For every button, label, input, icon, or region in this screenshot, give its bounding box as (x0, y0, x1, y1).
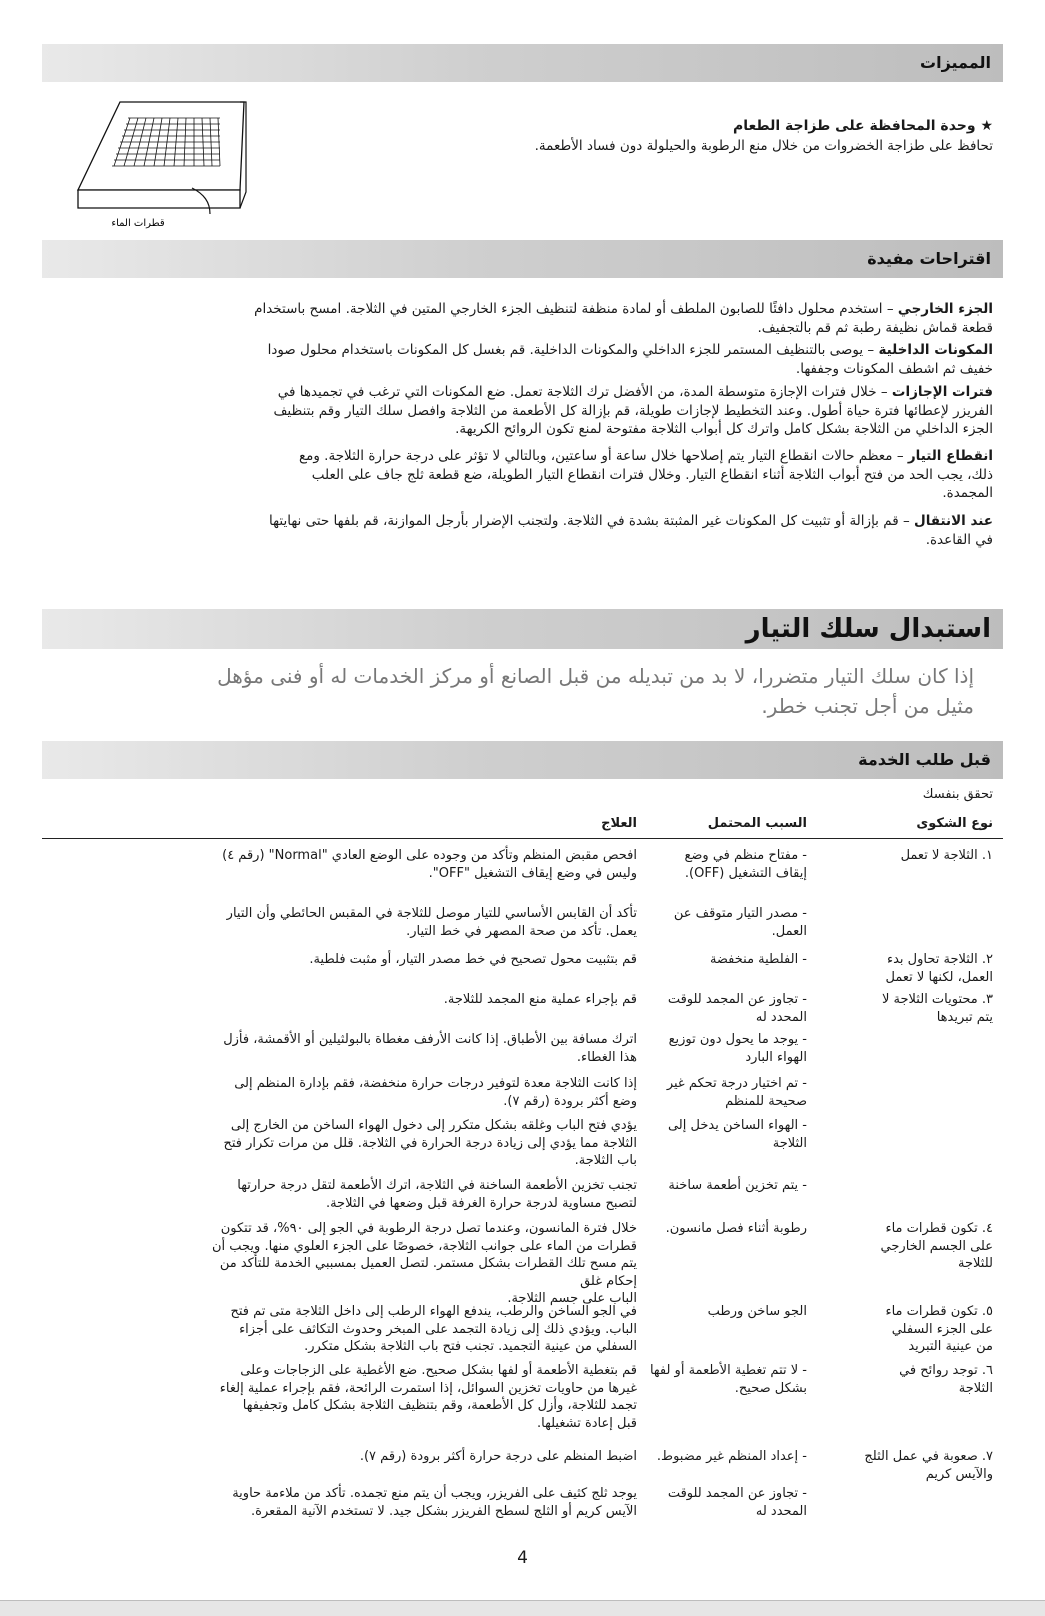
tip-item (170, 383, 993, 439)
cell-line: قم بتثبيت محول تصحيح في خط مصدر التيار، أو مثبت فلطية. (309, 952, 637, 967)
cell-line: الآيس كريم أو الثلج لسطح الفريزر بشكل جيد. لا تستخدم الآنية المقعرة. (251, 1503, 637, 1519)
image-caption: قطرات الماء (111, 218, 165, 229)
cell-line: خلال فترة المانسون، وعندما تصل درجة الرطوبة في الجو إلى ٩٠%، قد تتكون (220, 1221, 637, 1236)
fresh-text: تحافظ على طزاجة الخضروات من خلال منع الرطوبة والحيلولة دون فساد الأطعمة. (534, 138, 993, 154)
cell-line: هذا الغطاء. (576, 1049, 637, 1065)
cell-line: ٦. توجد روائح في (899, 1363, 993, 1378)
freshness-unit-illustration (72, 98, 252, 238)
cell-line: الباب على جسم الثلاجة. (507, 1291, 637, 1306)
tip-line: الجزء الداخلي من الثلاجة بشكل كامل واترك كل أبواب الثلاجة مفتوحة لمنع تكون الروائح الكريهة. (455, 421, 993, 437)
cell-line: - إعداد المنظم غير مضبوط. (656, 1449, 807, 1464)
tip-line: المجمدة. (942, 485, 993, 501)
cell-line: الجو ساخن ورطب (707, 1304, 807, 1319)
col-remedy-header: العلاج (601, 816, 637, 831)
cell-line: يعمل. تأكد من صحة المصهر في خط التيار. (406, 923, 637, 939)
cell-line: العمل، لكنها لا تعمل (885, 969, 993, 985)
cause-cell (647, 1485, 807, 1520)
cell-line: تجمد للثلاجة، وأزل كل الأطعمة، وقم بتنظيف الثلاجة بشكل كامل وتجفيفها (242, 1398, 637, 1413)
tip-label: انقطاع التيار (907, 448, 993, 464)
problem-cell (823, 1303, 993, 1356)
tip-line: انقطاع التيار – معظم حالات انقطاع التيار يتم إصلاحها خلال ساعة أو ساعتين، وبالتالي لا تؤثر على درجة حرارة الثلاجة. ومع (298, 448, 993, 464)
cell-line: يتم مسح تلك القطرات بشكل مستمر. لتصل العميل بمسببي الخدمة للتأكد من إحكام غلق (219, 1256, 637, 1289)
cause-cell (647, 1303, 807, 1321)
tip-line: في القاعدة. (925, 531, 993, 548)
cell-line: قبل إعادة تشغيلها. (537, 1415, 637, 1431)
cell-line: المحدد له (755, 1009, 807, 1025)
cord-warning: إذا كان سلك التيار متضررا، لا بد من تبديله من قبل الصانع أو مركز الخدمات له أو فنى مؤهل مثيل من أجل تجنب خطر. (217, 664, 974, 718)
features-header-bar (42, 44, 1003, 82)
cause-cell (647, 1177, 807, 1195)
cell-line: غيرها من حاويات تخزين السوائل، إذا استمرت الرائحة، فقم بإجراء عملية إلغاء (219, 1380, 637, 1396)
cell-line: وليس في وضع إيقاف التشغيل "OFF". (428, 865, 637, 881)
tip-label: فترات الإجازات (891, 384, 993, 400)
remedy-cell (207, 1448, 637, 1466)
remedy-cell (207, 1485, 637, 1520)
tips-header-bar (42, 240, 1003, 278)
cell-line: إيقاف التشغيل (OFF). (684, 865, 807, 881)
remedy-cell (207, 991, 637, 1009)
tip-line: الجزء الخارجي – استخدم محلول دافئًا للصابون الملطف أو لمادة منظفة لتنظيف الجزء الخارجي المتين في الثلاجة. امسح باستخدام (254, 301, 993, 317)
cell-line: الثلاجة (958, 1380, 993, 1396)
remedy-cell (207, 1220, 637, 1308)
cell-line: ١. الثلاجة لا تعمل (900, 848, 993, 863)
cell-line: على الجزء السفلي (891, 1321, 993, 1337)
cell-line: - مفتاح منظم في وضع (684, 848, 807, 863)
problem-cell (823, 847, 993, 865)
cell-line: رطوبة أثناء فصل مانسون. (665, 1221, 807, 1236)
cell-line: ٧. صعوبة في عمل الثلج (864, 1449, 993, 1464)
cell-line: - مصدر التيار متوقف عن (673, 906, 807, 921)
tip-line: خفيف ثم اشطف المكونات وجففها. (795, 360, 993, 377)
tip-line: الفريزر لإعطائها فترة حياة أطول. وعند التخطيط لإجازات طويلة، قم بإزالة كل الأطعمة من الثلاجة وافصل سلك التيار وقم بتنظيف (273, 402, 993, 419)
cell-line: - تم اختيار درجة تحكم غير (666, 1076, 807, 1091)
cell-line: - الهواء الساخن يدخل إلى (667, 1118, 807, 1133)
cell-line: في الجو الساخن والرطب، يندفع الهواء الرطب إلى داخل الثلاجة متى تم فتح (230, 1304, 637, 1319)
cell-line: المحدد له (755, 1503, 807, 1519)
remedy-cell (207, 1362, 637, 1432)
tip-line: فترات الإجازات – خلال فترات الإجازة متوسطة المدة، من الأفضل ترك الثلاجة تعمل. ضع المكونات التي ترغب في تجميدها في (277, 384, 993, 400)
page-number: 4 (517, 1548, 528, 1568)
cell-line: يتم تبريدها (936, 1009, 993, 1025)
col-problem-header: نوع الشكوى (916, 816, 993, 831)
cause-cell (647, 1031, 807, 1066)
cell-line: ٥. تكون قطرات ماء (885, 1304, 993, 1319)
cell-line: باب الثلاجة. (574, 1153, 637, 1168)
problem-cell (823, 1362, 993, 1397)
cell-line: - لا تتم تغطية الأطعمة أو لفها (649, 1363, 807, 1378)
cell-line: ٤. تكون قطرات ماء (885, 1221, 993, 1236)
cell-line: قم بإجراء عملية منع المجمد للثلاجة. (443, 992, 637, 1007)
remedy-cell (207, 1031, 637, 1066)
cell-line: وضع أكثر برودة (رقم ٧). (503, 1093, 637, 1109)
table-header-divider (42, 838, 1003, 839)
remedy-cell (207, 1177, 637, 1212)
service-subtitle: تحقق بنفسك (922, 787, 993, 802)
cause-cell (647, 905, 807, 940)
tip-label: المكونات الداخلية (878, 342, 993, 358)
tip-line: عند الانتقال – قم بإزالة أو تثبيت كل المكونات غير المثبتة بشدة في الثلاجة. ولتجنب الإضرار بأرجل الموازنة، قم بلفها حتى نهايتها (269, 513, 993, 529)
cause-cell (647, 1362, 807, 1397)
cell-line: - تجاوز عن المجمد للوقت (667, 992, 807, 1007)
cell-line: الثلاجة مما يؤدي إلى زيادة درجة الحرارة في الثلاجة. قلل من مرات تكرار فتح (223, 1135, 637, 1151)
cell-line: قطرات من الماء على جوانب الثلاجة، خصوصًا على الجزء العلوي منها. ويجب أن (211, 1238, 637, 1254)
cause-cell (647, 951, 807, 969)
cell-line: قم بتغطية الأطعمة أو لفها بشكل صحيح. ضع الأغطية على الزجاجات وعلى (240, 1363, 637, 1378)
cell-line: - يوجد ما يحول دون توزيع (668, 1032, 807, 1047)
cell-line: ٣. محتويات الثلاجة لا (882, 992, 993, 1007)
cell-line: الباب. ويؤدي ذلك إلى زيادة التجمد على المبخر وحدوث التكاثف على أجزاء (239, 1321, 637, 1337)
cell-line: تأكد أن القابس الأساسي للتيار موصل للثلاجة في المقبس الحائطي وأن التيار (226, 906, 637, 921)
footer-band (0, 1600, 1045, 1616)
cell-line: - تجاوز عن المجمد للوقت (667, 1486, 807, 1501)
cell-line: بشكل صحيح. (734, 1380, 807, 1396)
remedy-cell (207, 905, 637, 940)
fresh-heading: ★ وحدة المحافظة على طزاجة الطعام (733, 118, 993, 134)
cell-line: تجنب تخزين الأطعمة الساخنة في الثلاجة، اترك الأطعمة لتقل درجة حرارتها (237, 1178, 637, 1193)
features-title: المميزات (920, 53, 991, 72)
tip-item (170, 447, 993, 503)
cell-line: صحيحة للمنظم (725, 1093, 807, 1109)
cell-line: - الفلطية منخفضة (709, 952, 807, 967)
tip-item (170, 341, 993, 378)
cell-line: على الجسم الخارجي (880, 1238, 993, 1254)
cell-line: إذا كانت الثلاجة معدة لتوفير درجات حرارة منخفضة، فقم بإدارة المنظم إلى (234, 1076, 637, 1091)
tip-line: المكونات الداخلية – يوصى بالتنظيف المستمر للجزء الداخلي والمكونات الداخلية. قم بغسل كل المكونات باستخدام محلول صودا (267, 342, 993, 358)
tip-label: الجزء الخارجي (897, 301, 993, 317)
problem-cell (823, 1448, 993, 1483)
cause-cell (647, 1220, 807, 1238)
cause-cell (647, 991, 807, 1026)
cord-header-bar (42, 609, 1003, 649)
problem-cell (823, 991, 993, 1026)
tip-line: ذلك، يجب الحد من فتح أبواب الثلاجة أثناء انقطاع التيار. وخلال فترات انقطاع التيار الطويلة، ضع قطعة ثلج جاف على العلب (311, 466, 993, 483)
cord-title: استبدال سلك التيار (745, 614, 991, 644)
remedy-cell (207, 1075, 637, 1110)
cell-line: من عينية التبريد (908, 1339, 993, 1354)
remedy-cell (207, 951, 637, 969)
cell-line: السفلي من عينية التجميد. تجنب فتح باب الثلاجة بشكل متكرر. (304, 1339, 637, 1354)
service-header-bar (42, 741, 1003, 779)
cell-line: ٢. الثلاجة تحاول بدء (886, 952, 993, 967)
cell-line: لتصبح مساوية لدرجة حرارة الغرفة قبل وضعها في الثلاجة. (325, 1195, 637, 1211)
cell-line: افحص مقبض المنظم وتأكد من وجوده على الوضع العادي "Normal" (رقم ٤) (222, 848, 637, 863)
cell-line: اترك مسافة بين الأطباق. إذا كانت الأرفف مغطاة بالبولثيلين أو الأقمشة، فأزل (223, 1032, 637, 1047)
remedy-cell (207, 1117, 637, 1170)
cause-cell (647, 847, 807, 882)
tips-title: اقتراحات مفيدة (867, 249, 991, 268)
cell-line: - يتم تخزين أطعمة ساخنة (668, 1178, 807, 1193)
cause-cell (647, 1448, 807, 1466)
cell-line: والآيس كريم (925, 1466, 993, 1482)
tip-item (170, 300, 993, 337)
cause-cell (647, 1075, 807, 1110)
remedy-cell (207, 847, 637, 882)
cell-line: يؤدي فتح الباب وغلقه بشكل متكرر إلى دخول الهواء الساخن من الخارج إلى (230, 1118, 637, 1133)
cell-line: الهواء البارد (745, 1049, 807, 1065)
cause-cell (647, 1117, 807, 1152)
cell-line: يوجد ثلج كثيف على الفريزر، ويجب أن يتم منع تجمده. تأكد من ملاءمة حاوية (232, 1486, 637, 1501)
remedy-cell (207, 1303, 637, 1356)
col-cause-header: السبب المحتمل (707, 816, 807, 831)
cell-line: اضبط المنظم على درجة حرارة أكثر برودة (رقم ٧). (359, 1449, 637, 1464)
tip-line: قطعة قماش نظيفة رطبة ثم قم بالتجفيف. (757, 319, 993, 336)
cell-line: العمل. (771, 923, 807, 939)
problem-cell (823, 1220, 993, 1273)
service-title: قبل طلب الخدمة (858, 750, 991, 769)
tip-item (170, 512, 993, 549)
tip-label: عند الانتقال (914, 513, 993, 529)
problem-cell (823, 951, 993, 986)
cell-line: الثلاجة (772, 1135, 807, 1151)
cell-line: للثلاجة (958, 1256, 993, 1271)
